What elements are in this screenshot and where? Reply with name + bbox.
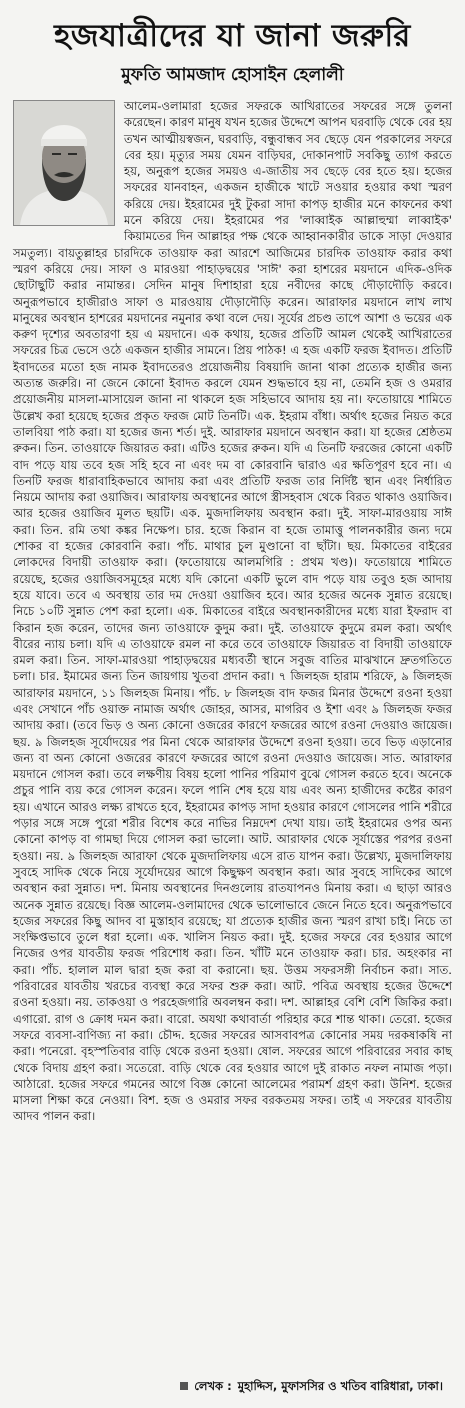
author-photo xyxy=(13,100,115,226)
article-body xyxy=(13,98,452,1125)
newspaper-clipping xyxy=(0,16,465,1408)
bullet-square-icon xyxy=(180,1382,188,1390)
headline: হজযাত্রীদের যা জানা জরুরি xyxy=(54,18,411,54)
byline: মুফতি আমজাদ হোসাইন হেলালী xyxy=(121,65,344,85)
author-credit-label: লেখক : xyxy=(194,1379,232,1393)
article-text: আলেম-ওলামারা হজের সফরকে আখিরাতের সফরের সঙ্গে তুলনা করেছেন। কারণ মানুষ যখন হজের উদ্দেশে আপন ঘরবাড়ি থেকে বের হয় তখন আত্মীয়স্বজন, ঘরবাড়ি, বন্ধুবান্ধব সব ছেড়ে যেন পরকালের সফরে বের হয়। মৃত্যুর সময় যেমন বাড়িঘর, দোকানপাট সবকিছু ত্যাগ করতে হয়, অনুরূপ হজের সময়ও এ-জাতীয় সব ছেড়ে বের হতে হয়। হজের সফরের যানবাহন, একজন হাজীকে খাটে সওয়ার হওয়ার কথা স্মরণ করিয়ে দেয়। ইহরামের দুই টুকরা সাদা কাপড় হাজীর মনে কাফনের কথা মনে করিয়ে দেয়। ইহরামের পর 'লাব্বাইক আল্লাহুম্মা লাব্বাইক' কিয়ামতের দিন আল্লাহর পক্ষ থেকে আহ্বানকারীর ডাকে সাড়া দেওয়ার সমতুল্য। বায়তুল্লাহর চারদিকে তাওয়াফ করা আরশে আজিমের চারদিক তাওয়াফ করার কথা স্মরণ করিয়ে দেয়। সাফা ও মারওয়া পাহাড়দ্বয়ের 'সাঈ' করা হাশরের ময়দানে এদিক-ওদিক ছোটাছুটি করার নামান্তর। সেদিন মানুষ দিশাহারা হয়ে নবীদের কাছে দৌড়াদৌড়ি করবে। অনুরূপভাবে হাজীরাও সাফা ও মারওয়ায় দৌড়াদৌড়ি করেন। আরাফার ময়দানে লাখ লাখ মানুষের অবস্থান হাশরের ময়দানের নমুনার কথা বলে দেয়। সূর্যের প্রচণ্ড তাপে আশা ও ভয়ের এক করুণ দৃশ্যের অবতারণা হয় এ ময়দানে। এক কথায়, হজের প্রতিটি আমল থেকেই আখিরাতের সফরের চিত্র ভেসে ওঠে একজন হাজীর সামনে। প্রিয় পাঠক! এ হজ একটি ফরজ ইবাদত। প্রতিটি ইবাদতের মতো হজ নামক ইবাদতেরও প্রয়োজনীয় বিষয়াদি জানা থাকা প্রত্যেক হাজীর জন্য অত্যন্ত জরুরি। না জেনে কোনো ইবাদত করলে যেমন শুদ্ধভাবে হয় না, তেমনি হজ ও ওমরার প্রয়োজনীয় মাসলা-মাসায়েল জানা না থাকলে হজ সহিভাবে আদায় হয় না। ফতোয়ায়ে শামিতে উল্লেখ করা হয়েছে হজের প্রকৃত ফরজ মোট তিনটি। এক. ইহরাম বাঁধা। অর্থাৎ হজের নিয়ত করে তালবিয়া পাঠ করা। যা হজের জন্য শর্ত। দুই. আরাফার ময়দানে অবস্থান করা। যা হজের শ্রেষ্ঠতম রুকন। তিন. তাওয়াফে জিয়ারত করা। এটিও হজের রুকন। যদি এ তিনটি ফরজের কোনো একটি বাদ পড়ে যায় তবে হজ সহি হবে না এবং দম বা কোরবানি দ্বারাও এর ক্ষতিপূরণ হবে না। এ তিনটি ফরজ ধারাবাহিকভাবে আদায় করা এবং প্রতিটি ফরজ তার নির্দিষ্ট স্থান এবং নির্ধারিত নিয়মে আদায় করা ওয়াজিব। আরাফায় অবস্থানের আগে স্ত্রীসহবাস থেকে বিরত থাকাও ওয়াজিব। আর হজের ওয়াজিব মূলত ছয়টি। এক. মুজদালিফায় অবস্থান করা। দুই. সাফা-মারওয়ায় সাঈ করা। তিন. রমি তথা কঙ্কর নিক্ষেপ। চার. হজে কিরান বা হজে তামাত্তু পালনকারীর জন্য দমে শোকর বা হজের কোরবানি করা। পাঁচ. মাথার চুল মুণ্ডানো বা ছাঁটা। ছয়. মিকাতের বাইরের লোকদের বিদায়ী তাওয়াফ করা। (ফতোয়ায়ে আলমগিরি : প্রথম খণ্ড)। ফতোয়ায়ে শামিতে রয়েছে, হজের ওয়াজিবসমূহের মধ্যে যদি কোনো একটি ভুলে বাদ পড়ে যায় তবুও হজ আদায় হয়ে যাবে। তবে এ অবস্থায় তার দম দেওয়া ওয়াজিব হবে। আর হজের অনেক সুন্নাত রয়েছে। নিচে ১০টি সুন্নাত পেশ করা হলো। এক. মিকাতের বাইরে অবস্থানকারীদের মধ্যে যারা ইফরাদ বা কিরান হজ করেন, তাদের জন্য তাওয়াফে কুদুম করা। দুই. তাওয়াফে কুদুমে রমল করা। অর্থাৎ বীরের ন্যায় চলা। যদি এ তাওয়াফে রমল না করে তবে তাওয়াফে জিয়ারত বা বিদায়ী তাওয়াফে রমল করা। তিন. সাফা-মারওয়া পাহাড়দ্বয়ের মধ্যবর্তী স্থানে সবুজ বাতির মাঝখানে দ্রুতগতিতে চলা। চার. ইমামের জন্য তিন জায়গায় খুতবা প্রদান করা। ৭ জিলহজ হারাম শরিফে, ৯ জিলহজ আরাফার ময়দানে, ১১ জিলহজ মিনায়। পাঁচ. ৮ জিলহজ বাদ ফজর মিনার উদ্দেশে রওনা হওয়া এবং সেখানে পাঁচ ওয়াক্ত নামাজ অর্থাৎ জোহর, আসর, মাগরিব ও ইশা এবং ৯ জিলহজ ফজর আদায় করা। (তবে ভিড় ও অন্য কোনো ওজরের কারণে ফজরের আগে রওনা দেওয়াও জায়েজ। ছয়. ৯ জিলহজ সূর্যোদয়ের পর মিনা থেকে আরাফার উদ্দেশে রওনা হওয়া। তবে ভিড় এড়ানোর জন্য বা অন্য কোনো ওজরের কারণে ফজরের আগে রওনা দেওয়াও জায়েজ। সাত. আরাফার ময়দানে গোসল করা। তবে লক্ষণীয় বিষয় হলো পানির পরিমাণ বুঝে গোসল করতে হবে। অনেকে প্রচুর পানি ব্যয় করে গোসল করেন। ফলে পানি শেষ হয়ে যায় এবং অন্য হাজীদের কষ্টের কারণ হয়। এখানে আরও লক্ষ্য রাখতে হবে, ইহরামের কাপড় সাদা হওয়ার কারণে গোসলের পানি শরীরে পড়ার সঙ্গে সঙ্গে পুরো শরীর বিশেষ করে নাভির নিম্নদেশ দেখা যায়। তাই ইহরামের ওপর অন্য কোনো কাপড় বা গামছা দিয়ে গোসল করা ভালো। আট. আরাফার থেকে সূর্যাস্তের পরপর রওনা হওয়া। নয়. ৯ জিলহজ আরাফা থেকে মুজদালিফায় এসে রাত যাপন করা। উল্লেখ্য, মুজদালিফায় সুবহে সাদিক থেকে নিয়ে সূর্যোদয়ের আগে কিছুক্ষণ অবস্থান করা। আর সুবহে সাদিকের আগে অবস্থান করা সুন্নাত। দশ. মিনায় অবস্থানের দিনগুলোয় রাতযাপনও মিনায় করা। এ ছাড়া আরও অনেক সুন্নাত রয়েছে। বিজ্ঞ আলেম-ওলামাদের থেকে ভালোভাবে জেনে নিতে হবে। অনুরূপভাবে হজের সফরের কিছু আদব বা মুস্তাহাব রয়েছে; যা প্রত্যেক হাজীর জন্য স্মরণ রাখা চাই। নিচে তা সংক্ষিপ্তভাবে তুলে ধরা হলো। এক. খালিস নিয়ত করা। দুই. হজের সফরে বের হওয়ার আগে নিজের ওপর যাবতীয় ফরজ পরিশোধ করা। তিন. খাঁটি মনে তাওয়াফ করা। চার. অহংকার না করা। পাঁচ. হালাল মাল দ্বারা হজ করা বা করানো। ছয়. উত্তম সফরসঙ্গী নির্বাচন করা। সাত. পরিবারের যাবতীয় খরচের ব্যবস্থা করে সফর শুরু করা। আট. পবিত্র অবস্থায় হজের উদ্দেশে রওনা হওয়া। নয়. তাকওয়া ও পরহেজগারি অবলম্বন করা। দশ. আল্লাহর বেশি বেশি জিকির করা। এগারো. রাগ ও ক্রোধ দমন করা। বারো. অযথা কথাবার্তা পরিহার করে শান্ত থাকা। তেরো. হজের সফরে ব্যবসা-বাণিজ্য না করা। চৌদ্দ. হজের সফরের আসবাবপত্র কোনোর সময় দরকষাকষি না করা। পনেরো. বৃহস্পতিবার বাড়ি থেকে রওনা হওয়া। ষোল. সফরের আগে পরিবারের সবার কাছ থেকে বিদায় গ্রহণ করা। সতেরো. বাড়ি থেকে বের হওয়ার আগে দুই রাকাত নফল নামাজ পড়া। আঠারো. হজের সফরে গমনের আগে বিজ্ঞ কোনো আলেমের পরামর্শ গ্রহণ করা। উনিশ. হজের মাসলা শিক্ষা করে নেওয়া। বিশ. হজ ও ওমরার সফর বরকতময় সফর। তাই এ সফরের যাবতীয় আদব পালন করা। xyxy=(13,99,452,1124)
author-credit-text: মুহাদ্দিস, মুফাসসির ও খতিব বারিধারা, ঢাকা। xyxy=(237,1379,443,1393)
